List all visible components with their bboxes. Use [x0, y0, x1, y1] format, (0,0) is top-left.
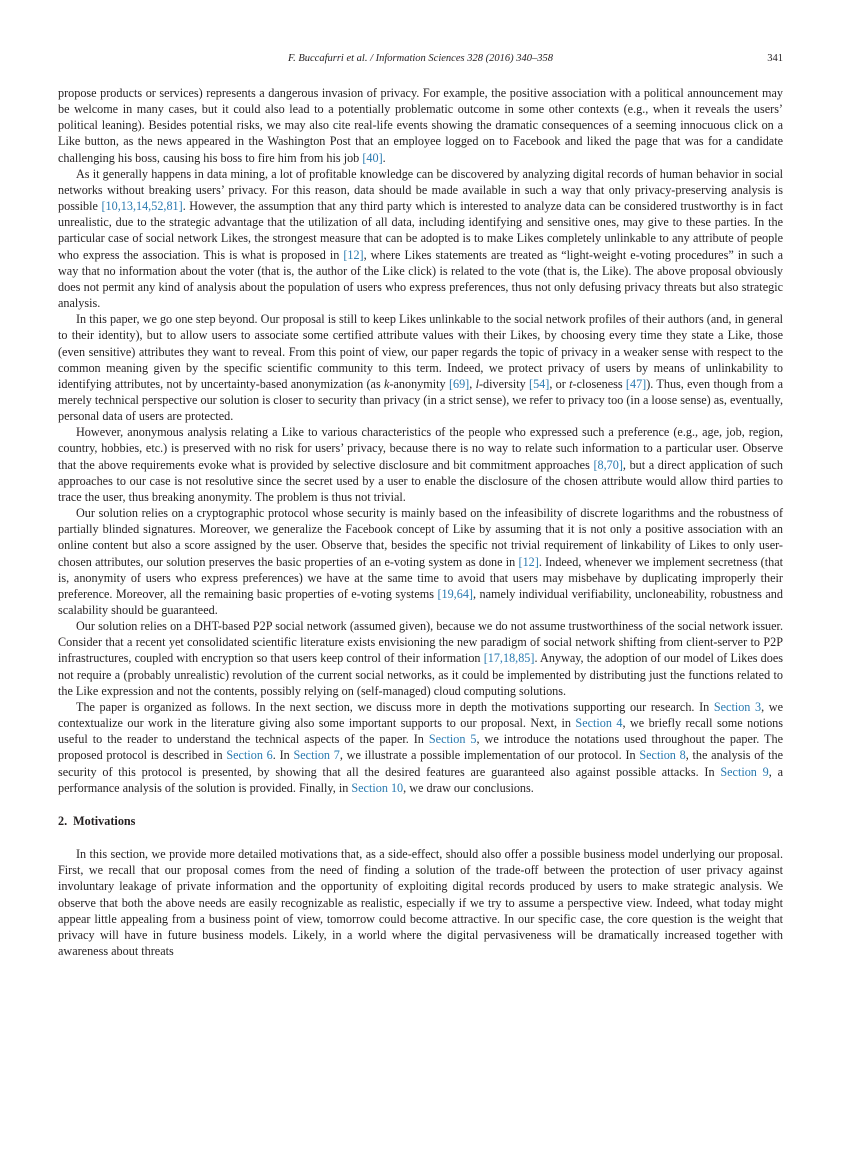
journal-citation: F. Buccafurri et al. / Information Sciences 328 (2016) 340–358: [288, 53, 553, 64]
citation-link[interactable]: [10,13,14,52,81]: [101, 199, 183, 214]
citation-link[interactable]: [12]: [343, 247, 364, 262]
math-symbol: k: [384, 376, 390, 391]
page-number: 341: [767, 53, 783, 64]
text-run: ,: [469, 376, 476, 391]
text-run: In this paper, we go one step beyond. Our proposal is still to keep Likes unlinkable to the social network profiles of their authors (and, in general to their identity), but to allow users to associate some certified attribute values with their Likes, by choosing every time they state a Like, those (even sensitive) attributes they want to reveal. From this point of view, our paper regards the topic of privacy in a weaker sense with respect to the common meaning given by the specific scientific community to this term. Indeed, we protect privacy of users by means of unlinkability to identifying attributes, not by uncertainty-based anonymization (as: [58, 312, 783, 391]
text-run: -anonymity: [389, 376, 449, 391]
text-run: , the analysis of the security of this protocol is presented, by showing that all the desired features are guaranteed also against possible attacks. In: [58, 748, 783, 779]
section-link[interactable]: Section 7: [293, 748, 340, 763]
paragraph: [58, 846, 783, 959]
text-run: Our solution relies on a cryptographic protocol whose security is mainly based on the infeasibility of discrete logarithms and the robustness of partially blinded signatures. Moreover, we generalize the Facebook concept of Like by assuming that it is not only a positive association with an online content but also a score assigned by the user. Observe that, besides the specific not trivial requirement of linkability of Likes to only user-chosen attributes, our solution preserves the basic properties of an e-voting system as done in: [58, 506, 783, 569]
text-run: , we draw our conclusions.: [403, 780, 534, 795]
text-run: . Anyway, the adoption of our model of Likes does not require a (probably unrealistic) revolution of the current social networks, as it could be implemented by distributing just the functions related to the Like expression and not the contents, possibly relying on (self-managed) cloud computing solutions.: [58, 651, 783, 698]
section-link[interactable]: Section 3: [713, 699, 762, 714]
text-run: The paper is organized as follows. In the next section, we discuss more in depth the motivations supporting our research. In: [76, 699, 714, 714]
citation-link[interactable]: [47]: [625, 376, 647, 391]
citation-link[interactable]: [17,18,85]: [483, 651, 535, 666]
section-title: Motivations: [73, 813, 136, 828]
text-run: , but a direct application of such approaches to our case is not resolutive since the secret used by a user to enable the disclosure of the chosen attribute would allow third parties to trace the user, thus breaking anonymity. The problem is thus not trivial.: [58, 457, 783, 504]
text-run: However, anonymous analysis relating a Like to various characteristics of the people who expressed such a preference (e.g., age, job, region, country, hobbies, etc.) is preserved with no risk for users’ privacy, because there is no way to relate such information to a particular user. Observe that the above requirements evoke what is provided by selective disclosure and bit commitment approaches: [58, 425, 783, 472]
body-text: [58, 85, 783, 959]
text-run: , we briefly recall some notions useful to the reader to understand the technical aspects of the paper. In: [58, 716, 783, 747]
text-run: , namely individual verifiability, uncloneability, robustness and scalability should be guaranteed.: [58, 586, 783, 617]
text-run: , where Likes statements are treated as “light-weight e-voting procedures” in such a way that no information about the voter (that is, the author of the Like click) is related to the vote (that is, the Like). The above proposal obviously does not permit any kind of analysis about the population of users who express preferences, thus not only defusing privacy threats but also strategic analysis.: [58, 247, 783, 311]
paragraph: [58, 311, 783, 424]
text-run: . However, the assumption that any third party which is interested to analyze data can be considered trustworthy is in fact unrealistic, due to the strategic advantage that the utilization of all data, including identifying and sensitive ones, may give to these parties. In the particular case of social network Likes, the strongest measure that can be adopted is to make Likes completely unlinkable to any attribute of people who express the association. This is what is proposed in: [58, 199, 784, 262]
citation-link[interactable]: [69]: [448, 376, 470, 391]
text-run: , we introduce the notations used throughout the paper. The proposed protocol is described in: [58, 732, 783, 763]
section-heading: [58, 813, 783, 829]
text-run: , we contextualize our work in the literature giving also some important supports to our proposal. Next, in: [58, 699, 783, 731]
section-link[interactable]: Section 8: [639, 748, 686, 763]
citation-link[interactable]: [12]: [518, 554, 539, 569]
section-number: 2.: [58, 813, 68, 828]
text-run: , or: [549, 376, 570, 391]
math-symbol: t: [569, 376, 573, 391]
paragraph: [58, 618, 783, 699]
text-run: , a performance analysis of the solution is provided. Finally, in: [58, 764, 783, 795]
citation-link[interactable]: [40]: [362, 150, 383, 165]
text-run: In this section, we provide more detailed motivations that, as a side-effect, should also offer a possible business model underlying our proposal. First, we recall that our proposal comes from the need of finding a solution of the trade-off between the protection of user privacy against involuntary leakage of private information and the opportunity of exploiting digital records produced by users to make strategic analysis. We observe that both the above needs are easily recognizable as realistic, especially if we try to assume a perspective view. Indeed, what today might appear little appealing from a business point of view, tomorrow could become attractive. In our specific case, the core question is the weight that privacy will have in future business models. Likely, in a world where the digital pervasiveness will be dramatically increased together with awareness about threats: [58, 847, 783, 958]
section-link[interactable]: Section 10: [351, 780, 404, 795]
paragraph: [58, 505, 783, 618]
text-run: . Indeed, whenever we implement secretness (that is, anonymity of users who express preferences) we have at the same time to avoid that users may misbehave by duplicating improperly their preference. Moreover, all the remaining basic properties of e-voting systems: [58, 554, 783, 601]
paragraph: [58, 424, 783, 505]
citation-link[interactable]: [19,64]: [437, 586, 473, 601]
paragraph: [58, 699, 783, 796]
text-run: . In: [272, 748, 294, 763]
running-header: [58, 53, 783, 69]
paragraph: [58, 166, 783, 311]
section-link[interactable]: Section 6: [226, 748, 273, 763]
text-run: propose products or services) represents a dangerous invasion of privacy. For example, the positive association with a political announcement may be welcome in many cases, but it could also lead to a potentially problematic outcome in some other contexts (e.g., when it reveals the users’ political leaning). Besides potential risks, we may also cite real-life events showing the dramatic consequences of a seeming innocuous click on a Like button, as the news appeared in the Washington Post that an employee logged on to Facebook and liked the page that was for a candidate challenging his boss, causing his boss to fire him from his job: [58, 86, 783, 165]
section-link[interactable]: Section 4: [575, 716, 623, 731]
math-symbol: l: [475, 376, 479, 391]
text-run: .: [382, 150, 386, 165]
section-link[interactable]: Section 9: [720, 764, 769, 779]
citation-link[interactable]: [54]: [529, 376, 550, 391]
text-run: Our solution relies on a DHT-based P2P social network (assumed given), because we do not assume trustworthiness of the social network issuer. Consider that a recent yet consolidated scientific literature exists envisioning the new paradigm of social network shifting from client-server to P2P infrastructures, coupled with encryption so that users keep control of their information: [58, 619, 783, 666]
citation-link[interactable]: [8,70]: [593, 457, 623, 472]
section-link[interactable]: Section 5: [428, 732, 477, 747]
text-run: ). Thus, even though from a merely technical perspective our solution is closer to security than privacy (in a strict sense), we refer to privacy too (in a loose sense) as, eventually, personal data of users are protected.: [58, 376, 783, 424]
paragraph: [58, 85, 783, 166]
text-run: -closeness: [572, 376, 626, 391]
text-run: , we illustrate a possible implementation of our protocol. In: [339, 748, 640, 763]
text-run: As it generally happens in data mining, a lot of profitable knowledge can be discovered by analyzing digital records of human behavior in social networks without breaking users’ privacy. For this reason, data should be made available in such a way that only privacy-preserving analysis is possible: [58, 166, 783, 214]
text-run: -diversity: [479, 376, 530, 391]
